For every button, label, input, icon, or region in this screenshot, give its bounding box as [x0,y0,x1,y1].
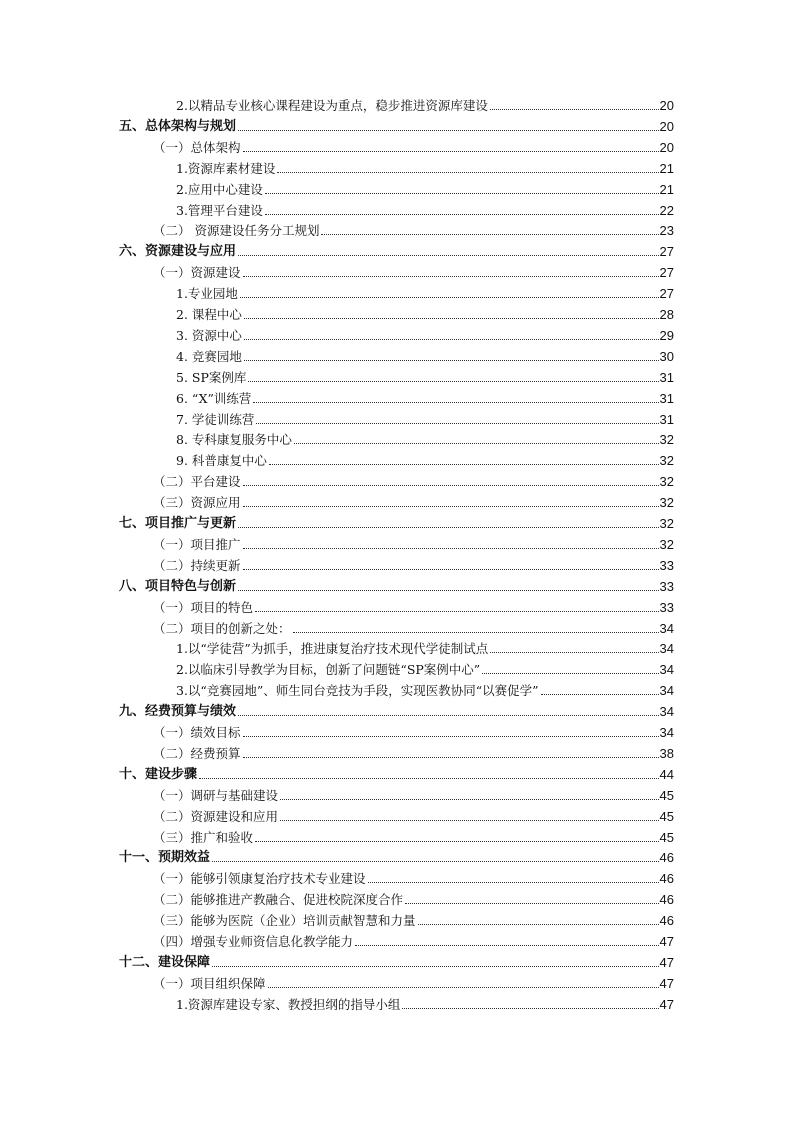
toc-subsection-entry[interactable] [176,367,674,385]
toc-page-number: 32 [659,536,674,552]
toc-subsection-entry[interactable] [176,450,674,468]
toc-chapter-entry[interactable] [119,241,674,259]
toc-subsection-entry[interactable] [176,179,674,197]
dot-leader [248,381,658,382]
toc-entry-title: 十一、预期效益 [119,850,211,866]
toc-page-number: 38 [659,745,674,761]
dot-leader [268,987,659,988]
toc-entry-title: 2.以精品专业核心课程建设为重点，稳步推进资源库建设 [176,98,488,113]
toc-page-number: 32 [659,495,674,511]
toc-page-number: 32 [659,516,674,531]
toc-entry-title: （二）经费预算 [153,745,241,761]
dot-leader [243,736,659,737]
toc-page-number: 32 [659,474,674,490]
toc-page-number: 34 [659,725,674,740]
toc-subsection-entry[interactable] [176,346,674,364]
toc-page-number: 27 [659,265,674,281]
toc-entry-title: 9. 科普康复中心 [176,453,267,469]
toc-entry-title: （一）项目推广 [153,536,241,552]
toc-entry-title: （一）项目的特色 [153,599,254,615]
toc-entry-title: 2.应用中心建设 [176,181,263,197]
toc-section-entry[interactable] [153,973,674,991]
dot-leader [269,464,659,465]
toc-section-entry[interactable] [153,785,674,803]
dot-leader [277,172,658,173]
dot-leader [405,903,659,904]
toc-subsection-entry[interactable] [176,659,674,677]
toc-entry-title: （二）资源建设和应用 [153,808,279,824]
toc-section-entry[interactable] [153,722,674,740]
toc-section-entry[interactable] [153,137,674,155]
dot-leader [243,151,659,152]
dot-leader [253,402,658,403]
dot-leader [244,318,659,319]
toc-subsection-entry[interactable] [176,304,674,322]
dot-leader [243,485,659,486]
toc-subsection-entry[interactable] [176,200,674,218]
toc-entry-title: 九、经费预算与绩效 [119,704,237,720]
dot-leader [265,193,659,194]
toc-entry-title: （一）能够引领康复治疗技术专业建设 [153,871,366,887]
toc-section-entry[interactable] [153,220,674,238]
dot-leader [541,694,659,695]
dot-leader [238,527,659,528]
toc-chapter-entry[interactable] [119,513,674,531]
toc-section-entry[interactable] [153,597,674,615]
toc-entry-title: （三）能够为医院（企业）培训贡献智慧和力量 [153,913,416,929]
dot-leader [238,590,659,591]
toc-entry-title: 5. SP案例库 [176,369,247,385]
toc-subsection-entry[interactable] [176,158,674,176]
toc-section-entry[interactable] [153,262,674,280]
toc-entry-title: 2. 课程中心 [176,307,242,322]
toc-subsection-entry[interactable] [176,95,674,113]
dot-leader [212,861,659,862]
toc-page-number: 46 [659,850,674,866]
toc-entry-title: （一）总体架构 [153,139,241,155]
toc-entry-title: （一）项目组织保障 [153,975,266,991]
dot-leader [256,423,658,424]
toc-section-entry[interactable] [153,806,674,824]
toc-page-number: 22 [659,202,674,218]
toc-chapter-entry[interactable] [119,764,674,782]
toc-entry-title: （四）增强专业师资信息化教学能力 [153,934,354,949]
toc-section-entry[interactable] [153,868,674,886]
toc-chapter-entry[interactable] [119,701,674,719]
toc-chapter-entry[interactable] [119,847,674,865]
toc-section-entry[interactable] [153,889,674,907]
dot-leader [244,360,659,361]
toc-page-number: 46 [659,871,674,887]
toc-page-number: 46 [659,892,674,908]
toc-page-number: 34 [659,620,674,636]
toc-page-number: 45 [659,787,674,803]
dot-leader [240,297,659,298]
toc-entry-title: （二）项目的创新之处： [153,620,291,636]
toc-entry-title: （二）持续更新 [153,557,241,573]
toc-entry-title: 3. 资源中心 [176,327,242,343]
dot-leader [243,569,659,570]
dot-leader [255,611,659,612]
dot-leader [238,130,659,131]
toc-section-entry[interactable] [153,555,674,573]
toc-page-number: 27 [659,244,674,260]
toc-entry-title: 六、资源建设与应用 [119,244,237,260]
toc-page-number: 47 [659,954,674,970]
dot-leader [294,443,659,444]
dot-leader [199,778,659,779]
dot-leader [280,799,659,800]
toc-section-entry[interactable] [153,471,674,489]
dot-leader [355,945,659,946]
dot-leader [244,339,659,340]
dot-leader [243,548,659,549]
toc-page-number: 27 [659,286,674,302]
toc-entry-title: 十二、建设保障 [119,954,211,970]
toc-page-number: 34 [659,641,674,657]
toc-page-number: 45 [659,829,674,845]
toc-entry-title: 8. 专科康复服务中心 [176,432,292,448]
toc-page-number: 32 [659,432,674,448]
dot-leader [293,632,659,633]
toc-page-number: 21 [659,160,674,176]
toc-page-number: 33 [659,599,674,615]
toc-section-entry[interactable] [153,492,674,510]
toc-page-number: 46 [659,913,674,929]
toc-subsection-entry[interactable] [176,994,674,1012]
toc-entry-title: （三）资源应用 [153,495,241,511]
toc-chapter-entry[interactable] [119,576,674,594]
dot-leader [368,882,659,883]
toc-entry-title: 八、项目特色与创新 [119,578,237,594]
toc-page-number: 45 [659,808,674,824]
toc-section-entry[interactable] [153,910,674,928]
toc-entry-title: 七、项目推广与更新 [119,516,237,531]
dot-leader [212,966,659,967]
toc-entry-title: 4. 竞赛园地 [176,348,242,364]
dot-leader [280,820,659,821]
toc-entry-title: 1.资源库建设专家、教授担纲的指导小组 [176,996,401,1012]
toc-subsection-entry[interactable] [176,388,674,406]
toc-page-number: 31 [659,390,674,406]
toc-entry-title: 2.以临床引导教学为目标，创新了问题链“SP案例中心” [176,662,481,678]
toc-entry-title: 7. 学徒训练营 [176,411,255,427]
toc-page-number: 28 [659,307,674,322]
toc-page-number: 33 [659,578,674,594]
toc-section-entry[interactable] [153,827,674,845]
dot-leader [243,757,659,758]
toc-subsection-entry[interactable] [176,638,674,656]
toc-page-number: 20 [659,139,674,155]
toc-subsection-entry[interactable] [176,325,674,343]
toc-entry-title: 6. “X”训练营 [176,390,252,406]
toc-page-number: 34 [659,683,674,699]
toc-entry-title: （一）资源建设 [153,265,241,281]
dot-leader [238,255,659,256]
dot-leader [255,841,659,842]
dot-leader [490,652,658,653]
toc-chapter-entry[interactable] [119,952,674,970]
dot-leader [402,1008,658,1009]
toc-subsection-entry[interactable] [176,283,674,301]
toc-page-number: 21 [659,181,674,197]
toc-subsection-entry[interactable] [176,409,674,427]
toc-entry-title: （二） 资源建设任务分工规划 [153,223,320,239]
toc-page-number: 31 [659,411,674,427]
toc-page-number: 20 [659,118,674,134]
toc-entry-title: （二）能够推进产教融合、促进校院深度合作 [153,892,404,908]
toc-entry-title: 1.资源库素材建设 [176,160,276,176]
toc-chapter-entry[interactable] [119,116,674,134]
toc-subsection-entry[interactable] [176,680,674,698]
toc-entry-title: 3.以“竞赛园地”、师生同台竞技为手段，实现医教协同“以赛促学” [176,683,539,699]
toc-entry-title: 十、建设步骤 [119,766,198,782]
toc-page-number: 20 [659,98,674,113]
toc-entry-title: （一）绩效目标 [153,725,241,740]
dot-leader [243,276,659,277]
toc-section-entry[interactable] [153,931,674,949]
dot-leader [238,715,659,716]
toc-page-number: 32 [659,453,674,469]
toc-section-entry[interactable] [153,534,674,552]
toc-entry-title: （三）推广和验收 [153,829,254,845]
toc-page-number: 23 [659,223,674,239]
dot-leader [243,506,659,507]
toc-page-number: 47 [659,996,674,1012]
dot-leader [490,109,659,110]
toc-section-entry[interactable] [153,618,674,636]
toc-entry-title: （二）平台建设 [153,474,241,490]
dot-leader [482,673,658,674]
toc-page-number: 47 [659,934,674,949]
toc-page-number: 31 [659,369,674,385]
toc-page-number: 44 [659,766,674,782]
toc-page-number: 34 [659,704,674,720]
toc-entry-title: 五、总体架构与规划 [119,118,237,134]
toc-page-number: 33 [659,557,674,573]
toc-page-number: 34 [659,662,674,678]
toc-entry-title: 1.以“学徒营”为抓手，推进康复治疗技术现代学徒制试点 [176,641,489,657]
toc-section-entry[interactable] [153,743,674,761]
toc-entry-title: 3.管理平台建设 [176,202,263,218]
toc-page-number: 47 [659,975,674,991]
dot-leader [418,924,659,925]
toc-entry-title: 1.专业园地 [176,286,238,302]
dot-leader [265,214,659,215]
toc-entry-title: （一）调研与基础建设 [153,787,279,803]
toc-page-number: 30 [659,348,674,364]
toc-subsection-entry[interactable] [176,429,674,447]
dot-leader [321,234,658,235]
toc-page-number: 29 [659,327,674,343]
